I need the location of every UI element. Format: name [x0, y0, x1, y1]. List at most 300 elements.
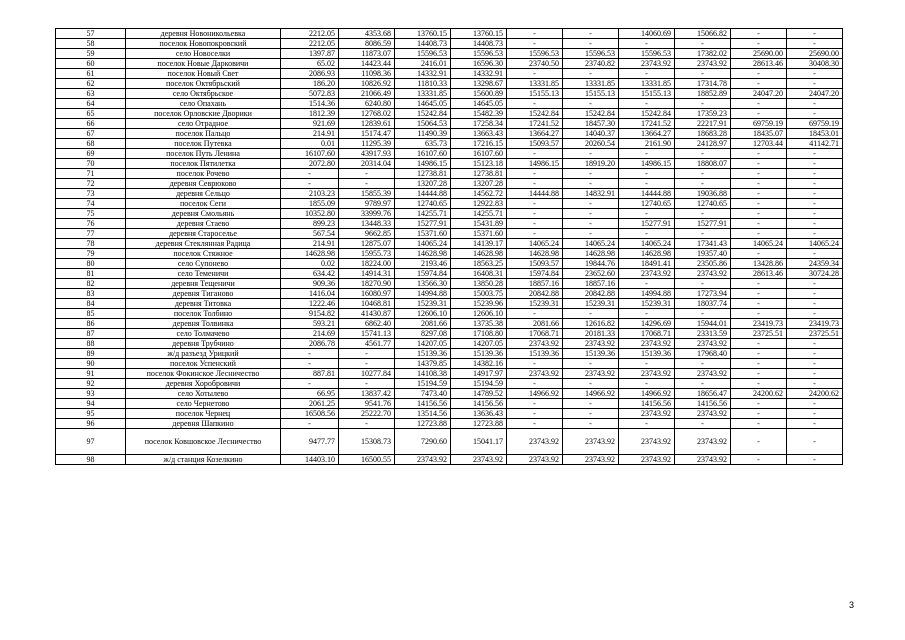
row-number-cell: 80 [56, 259, 126, 269]
value-cell: 7473.40 [395, 389, 451, 399]
value-cell: 593.21 [281, 319, 339, 329]
value-cell: 23743.92 [507, 339, 563, 349]
value-cell: 14156.56 [675, 399, 731, 409]
value-cell: 13331.85 [507, 79, 563, 89]
value-cell: - [787, 79, 843, 89]
value-cell: - [787, 99, 843, 109]
settlement-name-cell: поселок Стяжное [126, 249, 281, 259]
settlement-name-cell: деревня Севрюково [126, 179, 281, 189]
value-cell: 13664.27 [507, 129, 563, 139]
value-cell: 43917.93 [339, 149, 395, 159]
value-cell: 14065.24 [619, 239, 675, 249]
value-cell: - [731, 369, 787, 379]
settlement-name-cell: деревня Хоробровичи [126, 379, 281, 389]
row-number-cell: 88 [56, 339, 126, 349]
value-cell: 8086.59 [339, 39, 395, 49]
value-cell: 635.73 [395, 139, 451, 149]
settlement-name-cell: деревня Стаево [126, 219, 281, 229]
value-cell: 1397.87 [281, 49, 339, 59]
value-cell: 12723.88 [451, 419, 507, 429]
value-cell: 23740.50 [507, 59, 563, 69]
value-cell: - [281, 349, 339, 359]
value-cell: 15242.84 [507, 109, 563, 119]
row-number-cell: 69 [56, 149, 126, 159]
value-cell: 15239.31 [395, 299, 451, 309]
value-cell: 18919.20 [563, 159, 619, 169]
settlement-name-cell: деревня Тещеничи [126, 279, 281, 289]
value-cell: 14408.73 [451, 39, 507, 49]
value-cell: 14255.71 [395, 209, 451, 219]
settlement-name-cell: деревня Смольянь [126, 209, 281, 219]
value-cell: 15596.53 [507, 49, 563, 59]
row-number-cell: 67 [56, 129, 126, 139]
value-cell: - [339, 349, 395, 359]
value-cell: 23743.92 [619, 455, 675, 465]
value-cell: 20260.54 [563, 139, 619, 149]
row-number-cell: 95 [56, 409, 126, 419]
value-cell: 12616.82 [563, 319, 619, 329]
settlement-name-cell: поселок Новопокровский [126, 39, 281, 49]
value-cell: 1222.46 [281, 299, 339, 309]
value-cell: 23743.92 [619, 269, 675, 279]
value-cell: 23419.73 [787, 319, 843, 329]
value-cell: 16107.60 [281, 149, 339, 159]
value-cell: 23743.92 [507, 429, 563, 455]
value-cell: - [731, 219, 787, 229]
settlement-name-cell: ж/д станция Козелкино [126, 455, 281, 465]
row-number-cell: 71 [56, 169, 126, 179]
value-cell: 13448.33 [339, 219, 395, 229]
value-cell: 23743.92 [675, 455, 731, 465]
value-cell: 15600.89 [451, 89, 507, 99]
value-cell: 25690.00 [787, 49, 843, 59]
value-cell: 41430.87 [339, 309, 395, 319]
value-cell: - [507, 409, 563, 419]
settlement-name-cell: поселок Орловские Дворики [126, 109, 281, 119]
settlement-name-cell: село Теменичи [126, 269, 281, 279]
settlement-name-cell: село Толмачево [126, 329, 281, 339]
settlement-name-cell: поселок Успенский [126, 359, 281, 369]
value-cell: 41142.71 [787, 139, 843, 149]
value-cell: 15974.84 [507, 269, 563, 279]
value-cell: 15239.96 [451, 299, 507, 309]
settlement-name-cell: поселок Чернец [126, 409, 281, 419]
value-cell: 14645.05 [451, 99, 507, 109]
value-cell: 2193.46 [395, 259, 451, 269]
value-cell: 14332.91 [451, 69, 507, 79]
value-cell: - [731, 39, 787, 49]
value-cell: - [507, 199, 563, 209]
value-cell: 28613.46 [731, 59, 787, 69]
value-cell: - [731, 109, 787, 119]
value-cell: - [731, 199, 787, 209]
table-row [56, 259, 843, 269]
value-cell: 66.95 [281, 389, 339, 399]
value-cell: 567.54 [281, 229, 339, 239]
settlement-name-cell: поселок Путь Ленина [126, 149, 281, 159]
value-cell: 23743.92 [507, 369, 563, 379]
value-cell: 17216.15 [451, 139, 507, 149]
table-row [56, 339, 843, 349]
settlement-name-cell: поселок Октябрьский [126, 79, 281, 89]
value-cell: 14207.05 [451, 339, 507, 349]
value-cell: 14966.92 [619, 389, 675, 399]
value-cell: 15944.01 [675, 319, 731, 329]
value-cell: - [339, 379, 395, 389]
table-row [56, 199, 843, 209]
value-cell: - [675, 309, 731, 319]
value-cell: - [675, 69, 731, 79]
value-cell: 15155.13 [619, 89, 675, 99]
value-cell: 15194.59 [451, 379, 507, 389]
value-cell: - [563, 359, 619, 369]
value-cell: 14444.88 [395, 189, 451, 199]
value-cell: 13850.28 [451, 279, 507, 289]
value-cell: 14832.91 [563, 189, 619, 199]
value-cell: 18435.07 [731, 129, 787, 139]
value-cell: 15239.31 [507, 299, 563, 309]
table-row [56, 79, 843, 89]
value-cell: 18491.41 [619, 259, 675, 269]
value-cell: 69759.19 [787, 119, 843, 129]
value-cell: 23743.92 [563, 339, 619, 349]
value-cell: 13331.85 [395, 89, 451, 99]
settlement-name-cell: село Отрадное [126, 119, 281, 129]
value-cell: - [563, 399, 619, 409]
value-cell: - [787, 339, 843, 349]
row-number-cell: 79 [56, 249, 126, 259]
value-cell: - [563, 39, 619, 49]
value-cell: 15093.57 [507, 139, 563, 149]
value-cell: 15139.36 [619, 349, 675, 359]
value-cell: 17314.78 [675, 79, 731, 89]
value-cell: 15431.89 [451, 219, 507, 229]
value-cell: 14628.98 [563, 249, 619, 259]
row-number-cell: 57 [56, 29, 126, 39]
value-cell: 887.81 [281, 369, 339, 379]
value-cell: 12768.02 [339, 109, 395, 119]
value-cell: - [787, 349, 843, 359]
value-cell: 2072.80 [281, 159, 339, 169]
value-cell: 23743.92 [619, 369, 675, 379]
value-cell: 18683.28 [675, 129, 731, 139]
row-number-cell: 73 [56, 189, 126, 199]
value-cell: - [787, 279, 843, 289]
row-number-cell: 89 [56, 349, 126, 359]
table-row [56, 59, 843, 69]
value-cell: 19357.40 [675, 249, 731, 259]
value-cell: 14423.44 [339, 59, 395, 69]
row-number-cell: 97 [56, 429, 126, 455]
value-cell: 14789.52 [451, 389, 507, 399]
value-cell: 10826.92 [339, 79, 395, 89]
value-cell: 186.20 [281, 79, 339, 89]
row-number-cell: 83 [56, 289, 126, 299]
row-number-cell: 98 [56, 455, 126, 465]
value-cell: 15596.53 [395, 49, 451, 59]
value-cell: - [787, 149, 843, 159]
value-cell: 15139.36 [507, 349, 563, 359]
value-cell: 13735.38 [451, 319, 507, 329]
value-cell: 15371.60 [395, 229, 451, 239]
value-cell: - [339, 169, 395, 179]
table-row [56, 289, 843, 299]
value-cell: 1514.36 [281, 99, 339, 109]
value-cell: - [563, 149, 619, 159]
value-cell: 15955.73 [339, 249, 395, 259]
value-cell: 15242.84 [619, 109, 675, 119]
value-cell: 23743.92 [675, 409, 731, 419]
value-cell: 14994.88 [619, 289, 675, 299]
value-cell: 18857.16 [563, 279, 619, 289]
value-cell: - [787, 109, 843, 119]
value-cell: - [507, 379, 563, 389]
value-cell: 13331.85 [563, 79, 619, 89]
table-row [56, 409, 843, 419]
value-cell: - [619, 379, 675, 389]
value-cell: 214.91 [281, 239, 339, 249]
value-cell: 23505.86 [675, 259, 731, 269]
value-cell: 11810.33 [395, 79, 451, 89]
table-row [56, 399, 843, 409]
value-cell: 9541.76 [339, 399, 395, 409]
value-cell: - [619, 99, 675, 109]
value-cell: - [563, 99, 619, 109]
value-cell: - [563, 29, 619, 39]
value-cell: 23652.60 [563, 269, 619, 279]
value-cell: - [675, 169, 731, 179]
value-cell: 15093.57 [507, 259, 563, 269]
value-cell: 14986.15 [395, 159, 451, 169]
value-cell: - [675, 419, 731, 429]
settlement-name-cell: деревня Шапкино [126, 419, 281, 429]
value-cell: - [731, 159, 787, 169]
value-cell: 23419.73 [731, 319, 787, 329]
value-cell: 69759.19 [731, 119, 787, 129]
row-number-cell: 60 [56, 59, 126, 69]
value-cell: - [787, 289, 843, 299]
value-cell: 1855.09 [281, 199, 339, 209]
value-cell: - [731, 299, 787, 309]
value-cell: 14994.88 [395, 289, 451, 299]
settlement-name-cell: деревня Стеклянная Радица [126, 239, 281, 249]
table-row [56, 159, 843, 169]
row-number-cell: 59 [56, 49, 126, 59]
value-cell: 20842.88 [507, 289, 563, 299]
value-cell: 14108.38 [395, 369, 451, 379]
table-row [56, 109, 843, 119]
value-cell: - [787, 299, 843, 309]
value-cell: - [507, 309, 563, 319]
page-number: 3 [849, 600, 855, 610]
value-cell: 18037.74 [675, 299, 731, 309]
value-cell: 9154.82 [281, 309, 339, 319]
value-cell: 17241.52 [619, 119, 675, 129]
value-cell: 14156.56 [451, 399, 507, 409]
value-cell: 24128.97 [675, 139, 731, 149]
value-cell: - [675, 179, 731, 189]
value-cell: 15482.39 [451, 109, 507, 119]
value-cell: - [507, 29, 563, 39]
settlement-name-cell: деревня Толвинка [126, 319, 281, 329]
settlement-name-cell: поселок Фокинское Лесничество [126, 369, 281, 379]
settlement-name-cell: поселок Пятилетка [126, 159, 281, 169]
value-cell: 14403.10 [281, 455, 339, 465]
value-cell: - [731, 379, 787, 389]
value-cell: 17968.40 [675, 349, 731, 359]
row-number-cell: 66 [56, 119, 126, 129]
value-cell: 13760.15 [451, 29, 507, 39]
table-row [56, 299, 843, 309]
value-cell: 14914.31 [339, 269, 395, 279]
row-number-cell: 93 [56, 389, 126, 399]
settlement-name-cell: деревня Новоникольевка [126, 29, 281, 39]
value-cell: - [675, 99, 731, 109]
value-cell: - [507, 229, 563, 239]
value-cell: - [619, 169, 675, 179]
value-cell: 12703.44 [731, 139, 787, 149]
table-row [56, 369, 843, 379]
value-cell: 23743.92 [675, 429, 731, 455]
value-cell: 12740.65 [395, 199, 451, 209]
value-cell: 15277.91 [619, 219, 675, 229]
value-cell: 16500.55 [339, 455, 395, 465]
value-cell: 14255.71 [451, 209, 507, 219]
value-cell: - [675, 39, 731, 49]
value-cell: - [731, 309, 787, 319]
value-cell: 14562.72 [451, 189, 507, 199]
value-cell: 13428.86 [731, 259, 787, 269]
value-cell: 10352.80 [281, 209, 339, 219]
value-cell: 2081.66 [395, 319, 451, 329]
value-cell: - [731, 149, 787, 159]
value-cell: 2161.90 [619, 139, 675, 149]
value-cell: - [731, 399, 787, 409]
row-number-cell: 63 [56, 89, 126, 99]
data-table [55, 28, 843, 465]
table-row [56, 69, 843, 79]
value-cell: 14645.05 [395, 99, 451, 109]
value-cell: 214.69 [281, 329, 339, 339]
value-cell: 11490.39 [395, 129, 451, 139]
row-number-cell: 78 [56, 239, 126, 249]
value-cell: - [731, 339, 787, 349]
row-number-cell: 65 [56, 109, 126, 119]
value-cell: 15855.39 [339, 189, 395, 199]
value-cell: 6240.80 [339, 99, 395, 109]
value-cell: 23740.82 [563, 59, 619, 69]
value-cell: - [787, 69, 843, 79]
value-cell: 15155.13 [563, 89, 619, 99]
value-cell: - [731, 189, 787, 199]
table-row [56, 129, 843, 139]
value-cell: 18457.30 [563, 119, 619, 129]
value-cell: 18224.00 [339, 259, 395, 269]
value-cell: 15308.73 [339, 429, 395, 455]
row-number-cell: 58 [56, 39, 126, 49]
table-row [56, 349, 843, 359]
value-cell: 2061.25 [281, 399, 339, 409]
row-number-cell: 85 [56, 309, 126, 319]
value-cell: - [731, 249, 787, 259]
value-cell: 12723.88 [395, 419, 451, 429]
value-cell: 12738.81 [395, 169, 451, 179]
value-cell: 634.42 [281, 269, 339, 279]
value-cell: 24047.20 [787, 89, 843, 99]
table-row [56, 329, 843, 339]
value-cell: 18808.07 [675, 159, 731, 169]
value-cell: - [507, 419, 563, 429]
value-cell: 12839.61 [339, 119, 395, 129]
value-cell: 14986.15 [619, 159, 675, 169]
value-cell: - [507, 69, 563, 79]
value-cell: 24047.20 [731, 89, 787, 99]
settlement-name-cell: село Чернетово [126, 399, 281, 409]
value-cell: 23743.92 [619, 429, 675, 455]
value-cell: 0.02 [281, 259, 339, 269]
value-cell: 13298.67 [451, 79, 507, 89]
value-cell: - [619, 419, 675, 429]
value-cell: 15239.31 [619, 299, 675, 309]
settlement-name-cell: поселок Сеги [126, 199, 281, 209]
row-number-cell: 87 [56, 329, 126, 339]
value-cell: 13207.28 [451, 179, 507, 189]
value-cell: 28613.46 [731, 269, 787, 279]
value-cell: - [731, 169, 787, 179]
value-cell: 14444.88 [619, 189, 675, 199]
value-cell: - [787, 359, 843, 369]
value-cell: 2086.93 [281, 69, 339, 79]
settlement-name-cell: ж/д разъезд Урицкий [126, 349, 281, 359]
value-cell: 921.69 [281, 119, 339, 129]
value-cell: - [619, 149, 675, 159]
value-cell: - [619, 39, 675, 49]
value-cell: 14156.56 [619, 399, 675, 409]
row-number-cell: 86 [56, 319, 126, 329]
value-cell: - [507, 399, 563, 409]
value-cell: - [563, 309, 619, 319]
value-cell: 13566.30 [395, 279, 451, 289]
table-row [56, 455, 843, 465]
value-cell: 19036.88 [675, 189, 731, 199]
value-cell: 17068.71 [507, 329, 563, 339]
value-cell: - [281, 419, 339, 429]
value-cell: 12606.10 [395, 309, 451, 319]
value-cell: 16080.97 [339, 289, 395, 299]
value-cell: 17273.94 [675, 289, 731, 299]
table-row [56, 309, 843, 319]
table-row [56, 139, 843, 149]
value-cell: - [731, 359, 787, 369]
value-cell: 14966.92 [563, 389, 619, 399]
value-cell: 17359.23 [675, 109, 731, 119]
value-cell: 15066.82 [675, 29, 731, 39]
value-cell: 11295.39 [339, 139, 395, 149]
value-cell: 14966.92 [507, 389, 563, 399]
row-number-cell: 96 [56, 419, 126, 429]
value-cell: 12922.83 [451, 199, 507, 209]
table-row [56, 89, 843, 99]
value-cell: - [787, 455, 843, 465]
row-number-cell: 82 [56, 279, 126, 289]
value-cell: - [563, 419, 619, 429]
row-number-cell: 64 [56, 99, 126, 109]
value-cell: 15741.13 [339, 329, 395, 339]
row-number-cell: 77 [56, 229, 126, 239]
value-cell: 0.01 [281, 139, 339, 149]
value-cell: 13514.56 [395, 409, 451, 419]
value-cell: 15277.91 [395, 219, 451, 229]
